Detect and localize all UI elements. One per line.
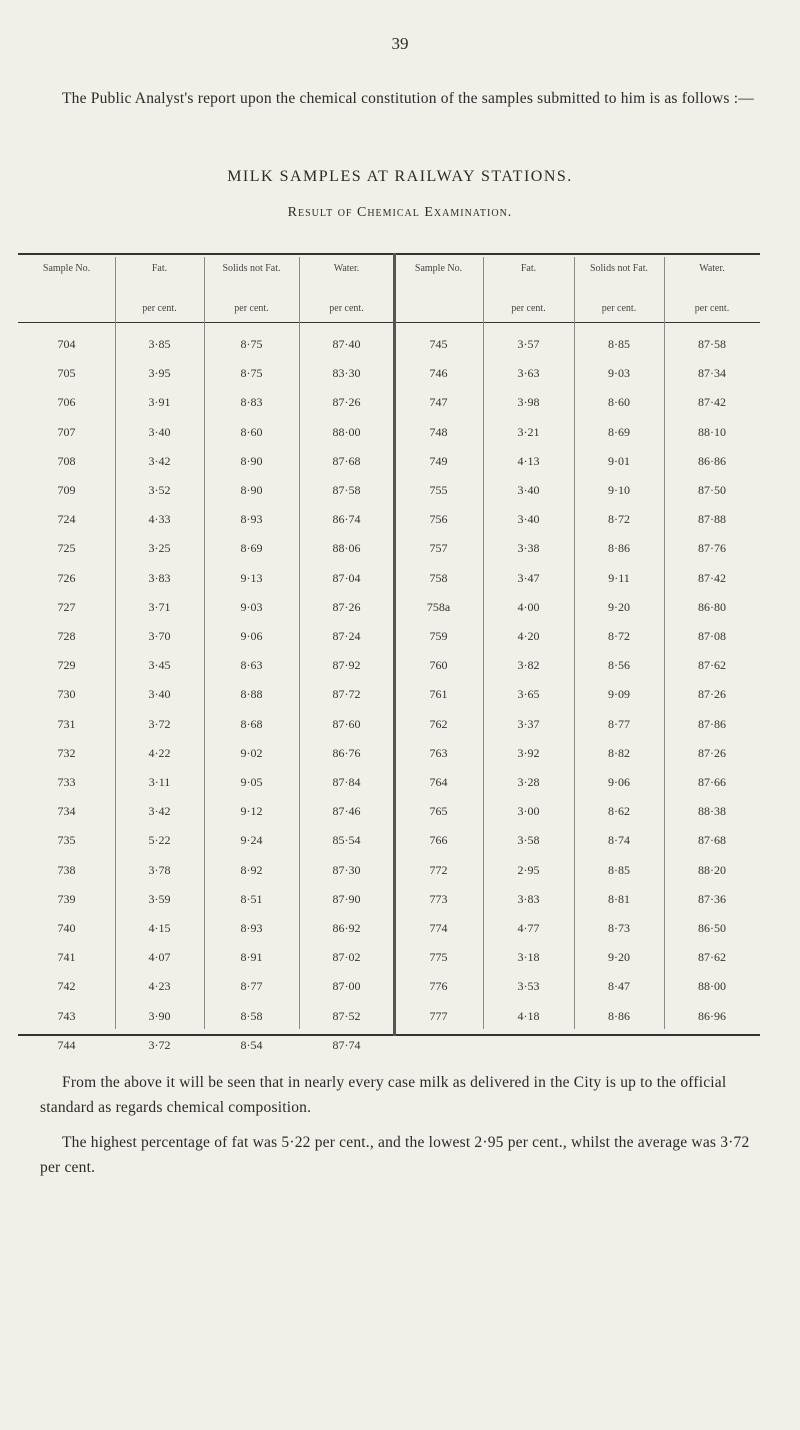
value-cell: 87·68 [332, 453, 361, 468]
value-cell: 8·91 [240, 950, 263, 965]
column-unit-label: per cent. [329, 303, 364, 314]
value-cell: 8·90 [240, 483, 263, 497]
value-cell: 3·38 [517, 541, 540, 556]
value-cell: 3·00 [517, 804, 540, 819]
value-cell: 88·20 [698, 862, 726, 877]
value-cell: 3·40 [517, 483, 540, 497]
value-cell: 3·70 [148, 629, 171, 643]
value-cell: 86·86 [698, 453, 726, 468]
value-cell: 5·22 [148, 833, 171, 848]
value-cell: 88·38 [698, 804, 726, 819]
value-cell: 86·76 [332, 745, 361, 760]
sample-number-cell: 740 [57, 921, 76, 935]
value-cell: 87·86 [698, 716, 726, 731]
value-cell: 4·22 [148, 745, 171, 760]
table-subtitle: Result of Chemical Examination. [287, 205, 513, 220]
value-cell: 4·77 [517, 921, 540, 935]
value-cell: 8·86 [608, 541, 630, 556]
value-cell: 3·57 [517, 337, 540, 351]
sample-number-cell: 734 [57, 804, 76, 819]
value-cell: 8·54 [240, 1037, 263, 1052]
value-cell: 3·18 [517, 950, 540, 965]
value-cell: 3·42 [148, 453, 171, 468]
value-cell: 86·92 [332, 921, 361, 935]
value-cell: 3·83 [517, 891, 540, 906]
value-cell: 9·11 [608, 570, 630, 585]
value-cell: 9·03 [608, 366, 630, 381]
value-cell: 8·90 [240, 453, 263, 468]
value-cell: 9·24 [240, 833, 263, 848]
column-header: Solids not Fat. [589, 263, 649, 274]
sample-number-cell: 735 [57, 833, 76, 848]
value-cell: 3·71 [148, 599, 171, 614]
value-cell: 87·08 [698, 629, 726, 643]
value-cell: 3·37 [517, 716, 540, 731]
value-cell: 3·40 [517, 512, 540, 527]
value-cell: 3·63 [517, 366, 540, 381]
value-cell: 87·34 [698, 366, 726, 381]
sample-number-cell: 729 [57, 658, 76, 673]
value-cell: 88·10 [698, 424, 726, 439]
sample-number-cell: 758 [429, 570, 448, 585]
sample-number-cell: 759 [429, 629, 448, 643]
value-cell: 4·00 [517, 599, 540, 614]
value-cell: 9·03 [240, 599, 263, 614]
value-cell: 8·51 [240, 891, 263, 906]
column-unit-label: per cent. [142, 303, 177, 314]
value-cell: 87·50 [698, 483, 726, 497]
sample-number-cell: 739 [57, 891, 76, 906]
value-cell: 3·59 [148, 891, 171, 906]
value-cell: 3·40 [148, 424, 171, 439]
sample-number-cell: 774 [429, 921, 448, 935]
value-cell: 87·46 [332, 804, 361, 819]
value-cell: 9·06 [608, 775, 630, 789]
value-cell: 8·93 [240, 921, 263, 935]
value-cell: 87·24 [332, 629, 361, 643]
header-bottom-rule [18, 322, 760, 323]
column-header: Water. [333, 263, 360, 274]
value-cell: 87·26 [698, 687, 726, 702]
value-cell: 8·92 [240, 862, 263, 877]
value-cell: 9·05 [240, 775, 263, 789]
sample-number-cell: 709 [57, 483, 76, 497]
sample-number-cell: 763 [429, 745, 448, 760]
results-table [18, 253, 760, 1052]
value-cell: 3·82 [517, 658, 540, 673]
value-cell: 86·96 [698, 1008, 726, 1023]
value-cell: 3·91 [148, 395, 171, 410]
value-cell: 3·85 [148, 337, 171, 351]
value-cell: 87·52 [332, 1008, 361, 1023]
value-cell: 2·95 [517, 862, 540, 877]
value-cell: 87·00 [332, 979, 361, 994]
value-cell: 87·90 [332, 891, 361, 906]
value-cell: 4·18 [517, 1008, 540, 1023]
value-cell: 3·21 [517, 424, 540, 439]
sample-number-cell: 726 [57, 570, 76, 585]
value-cell: 87·40 [332, 337, 361, 351]
sample-number-cell: 765 [429, 804, 448, 819]
sample-number-cell: 775 [429, 950, 448, 965]
sample-number-cell: 733 [57, 775, 76, 789]
value-cell: 87·72 [332, 687, 361, 702]
value-cell: 8·60 [240, 424, 263, 439]
value-cell: 9·10 [608, 483, 630, 497]
value-cell: 87·60 [332, 716, 361, 731]
column-header: Sample No. [42, 263, 91, 274]
value-cell: 87·62 [698, 950, 726, 965]
value-cell: 86·74 [332, 512, 361, 527]
value-cell: 9·20 [608, 599, 630, 614]
value-cell: 9·20 [608, 950, 630, 965]
value-cell: 8·86 [608, 1008, 630, 1023]
value-cell: 3·47 [517, 570, 540, 585]
sample-number-cell: 746 [429, 366, 448, 381]
value-cell: 3·72 [148, 716, 171, 731]
sample-number-cell: 766 [429, 833, 448, 848]
sample-number-cell: 744 [57, 1037, 76, 1052]
value-cell: 85·54 [332, 833, 361, 848]
value-cell: 8·82 [608, 745, 630, 760]
sample-number-cell: 755 [429, 483, 448, 497]
sample-number-cell: 707 [57, 424, 76, 439]
sample-number-cell: 728 [57, 629, 76, 643]
value-cell: 3·65 [517, 687, 540, 702]
value-cell: 8·75 [240, 366, 263, 381]
sample-number-cell: 758a [426, 599, 451, 614]
value-cell: 8·72 [608, 512, 630, 527]
sample-number-cell: 704 [57, 337, 76, 351]
column-unit-label: per cent. [511, 303, 546, 314]
value-cell: 87·36 [698, 891, 726, 906]
sample-number-cell: 762 [429, 716, 448, 731]
value-cell: 87·26 [332, 599, 361, 614]
sample-number-cell: 731 [57, 716, 76, 731]
sample-number-cell: 747 [429, 395, 448, 410]
column-unit-label: per cent. [694, 303, 730, 314]
value-cell: 4·23 [148, 979, 171, 994]
sample-number-cell: 708 [57, 453, 76, 468]
value-cell: 3·72 [148, 1037, 171, 1052]
value-cell: 3·98 [517, 395, 540, 410]
sample-number-cell: 743 [57, 1008, 76, 1023]
value-cell: 4·20 [517, 629, 540, 643]
value-cell: 3·42 [148, 804, 171, 819]
value-cell: 3·28 [517, 775, 540, 789]
sample-number-cell: 777 [429, 1008, 448, 1023]
value-cell: 3·90 [148, 1008, 171, 1023]
value-cell: 87·58 [332, 483, 361, 497]
value-cell: 4·13 [517, 453, 540, 468]
value-cell: 9·02 [240, 745, 263, 760]
value-cell: 9·09 [608, 687, 630, 702]
sample-number-cell: 749 [429, 453, 448, 468]
sample-number-cell: 742 [57, 979, 76, 994]
value-cell: 3·11 [148, 775, 171, 789]
value-cell: 87·58 [698, 337, 726, 351]
value-cell: 87·76 [698, 541, 726, 556]
value-cell: 3·45 [148, 658, 171, 673]
sample-number-cell: 760 [429, 658, 448, 673]
value-cell: 8·68 [240, 716, 263, 731]
value-cell: 8·56 [608, 658, 630, 673]
value-cell: 9·01 [608, 453, 630, 468]
value-cell: 83·30 [332, 366, 361, 381]
value-cell: 9·12 [240, 804, 263, 819]
table-row [18, 1036, 760, 1070]
sample-number-cell: 772 [429, 862, 448, 877]
value-cell: 3·92 [517, 745, 540, 760]
sample-number-cell: 761 [429, 687, 448, 702]
value-cell: 8·93 [240, 512, 263, 527]
sample-number-cell: 757 [429, 541, 448, 556]
value-cell: 86·80 [698, 599, 726, 614]
sample-number-cell: 773 [429, 891, 448, 906]
value-cell: 8·73 [608, 921, 630, 935]
value-cell: 8·77 [608, 716, 630, 731]
value-cell: 87·26 [332, 395, 361, 410]
value-cell: 4·07 [148, 950, 171, 965]
column-header: Solids not Fat. [222, 263, 281, 274]
value-cell: 87·42 [698, 395, 726, 410]
sample-number-cell: 706 [57, 395, 76, 410]
value-cell: 8·85 [608, 337, 630, 351]
value-cell: 3·53 [517, 979, 540, 994]
value-cell: 8·81 [608, 891, 630, 906]
value-cell: 87·92 [332, 658, 361, 673]
sample-number-cell: 756 [429, 512, 448, 527]
intro-text: The Public Analyst's report upon the chemical constitution of the samples submitted to him is as follows :— [62, 90, 754, 107]
column-header: Fat. [520, 263, 537, 274]
value-cell: 8·74 [608, 833, 630, 848]
value-cell: 88·06 [332, 541, 361, 556]
sample-number-cell: 705 [57, 366, 76, 381]
value-cell: 8·83 [240, 395, 263, 410]
sample-number-cell: 724 [57, 512, 76, 527]
value-cell: 8·63 [240, 658, 263, 673]
value-cell: 87·42 [698, 570, 726, 585]
value-cell: 87·84 [332, 775, 361, 789]
value-cell: 8·58 [240, 1008, 263, 1023]
sample-number-cell: 776 [429, 979, 448, 994]
value-cell: 87·88 [698, 512, 726, 527]
sample-number-cell: 738 [57, 862, 76, 877]
value-cell: 3·95 [148, 366, 171, 381]
value-cell: 4·15 [148, 921, 171, 935]
sample-number-cell: 745 [429, 337, 448, 351]
sample-number-cell: 741 [57, 950, 76, 965]
value-cell: 86·50 [698, 921, 726, 935]
column-header: Water. [699, 263, 725, 274]
value-cell: 88·00 [698, 979, 726, 994]
value-cell: 87·04 [332, 570, 361, 585]
value-cell: 8·60 [608, 395, 630, 410]
value-cell: 3·58 [517, 833, 540, 848]
value-cell: 3·40 [148, 687, 171, 702]
value-cell: 8·85 [608, 862, 630, 877]
sample-number-cell: 764 [429, 775, 448, 789]
value-cell: 87·30 [332, 862, 361, 877]
value-cell: 88·00 [332, 424, 361, 439]
value-cell: 87·74 [332, 1037, 361, 1052]
value-cell: 8·47 [608, 979, 630, 994]
page-number: 39 [391, 34, 409, 53]
value-cell: 87·02 [332, 950, 361, 965]
column-header: Sample No. [414, 263, 463, 274]
sample-number-cell: 727 [57, 599, 76, 614]
sample-number-cell: 730 [57, 687, 76, 702]
value-cell: 8·62 [608, 804, 630, 819]
value-cell: 87·26 [698, 745, 726, 760]
value-cell: 4·33 [148, 512, 171, 527]
value-cell: 8·69 [608, 424, 630, 439]
value-cell: 9·13 [240, 570, 263, 585]
column-header: Fat. [151, 263, 168, 274]
value-cell: 87·62 [698, 658, 726, 673]
column-unit-label: per cent. [601, 303, 637, 314]
value-cell: 8·75 [240, 337, 263, 351]
fat-summary-paragraph: The highest percentage of fat was 5·22 per cent., and the lowest 2·95 per cent., whilst the average was 3·72 per cent. [40, 1134, 750, 1176]
value-cell: 87·66 [698, 775, 726, 789]
sample-number-cell: 725 [57, 541, 76, 556]
sample-number-cell: 748 [429, 424, 448, 439]
value-cell: 8·88 [240, 687, 263, 702]
value-cell: 8·72 [608, 629, 630, 643]
sample-number-cell: 732 [57, 745, 76, 760]
value-cell: 9·06 [240, 629, 263, 643]
value-cell: 3·78 [148, 862, 171, 877]
table-title: MILK SAMPLES AT RAILWAY STATIONS. [227, 168, 573, 185]
value-cell: 8·69 [240, 541, 263, 556]
value-cell: 8·77 [240, 979, 263, 994]
value-cell: 3·52 [148, 483, 171, 497]
value-cell: 87·68 [698, 833, 726, 848]
conclusion-paragraph: From the above it will be seen that in nearly every case milk as delivered in the City is up to the official standard as regards chemical composition. [40, 1074, 727, 1116]
table-top-rule [18, 253, 760, 255]
column-unit-label: per cent. [234, 303, 269, 314]
value-cell: 3·25 [148, 541, 171, 556]
value-cell: 3·83 [148, 570, 171, 585]
